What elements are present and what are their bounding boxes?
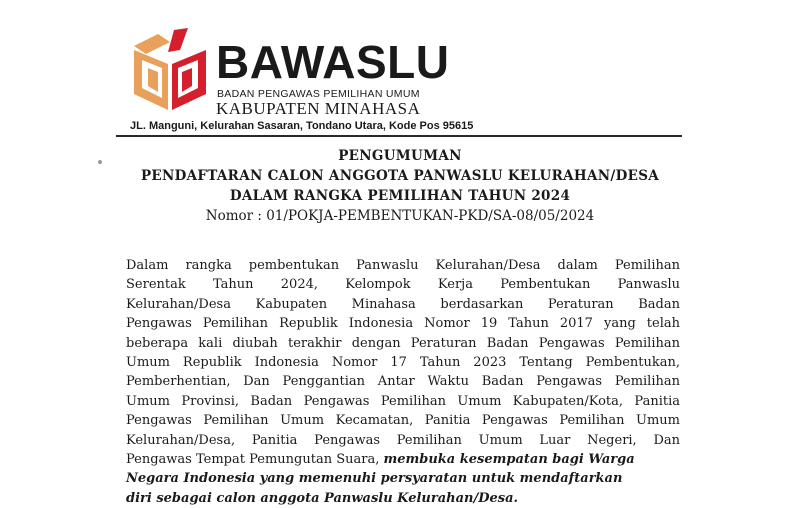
letterhead-divider [116,135,682,137]
logo-box-top [134,34,170,54]
address: JL. Manguni, Kelurahan Sasaran, Tondano Utara, Kode Pos 95615 [130,120,474,132]
org-subtitle: BADAN PENGAWAS PEMILIHAN UMUM [217,88,420,100]
body-line: Umum Provinsi, Badan Pengawas Pemilihan Umum Kabupaten/Kota, Panitia [126,393,680,409]
org-region: KABUPATEN MINAHASA [216,99,421,118]
announcement-title-line2: DALAM RANGKA PEMILIHAN TAHUN 2024 [229,188,571,204]
org-name: BAWASLU [216,36,450,88]
body-line-emphasis: Negara Indonesia yang memenuhi persyaratan untuk mendaftarkan [126,471,623,487]
body-line: Pengawas Pemilihan Umum Kecamatan, Panitia Pengawas Pemilihan Umum [126,413,680,429]
body-line: Kelurahan/Desa, Panitia Pengawas Pemilihan Umum Luar Negeri, Dan [126,432,680,448]
announcement-label: PENGUMUMAN [338,148,462,164]
announcement-number: Nomor : 01/POKJA-PEMBENTUKAN-PKD/SA-08/05/2024 [205,208,595,224]
logo-ballot-slip [168,28,188,52]
body-line: Pemberhentian, Dan Penggantian Antar Waktu Badan Pengawas Pemilihan [126,374,680,390]
letterhead [0,0,800,140]
body-line-plain: Pengawas Tempat Pemungutan Suara, [126,451,384,467]
body-line [126,450,680,469]
body-line-emphasis: diri sebagai calon anggota Panwaslu Kelurahan/Desa. [126,490,519,506]
announcement-title-line1: PENDAFTARAN CALON ANGGOTA PANWASLU KELURAHAN/DESA [140,168,660,184]
bawaslu-logo [128,28,212,116]
body-line: Serentak Tahun 2024, Kelompok Kerja Pembentukan Panwaslu [126,277,680,293]
body-line: Pengawas Pemilihan Republik Indonesia Nomor 19 Tahun 2017 yang telah [126,316,680,332]
body-line: Umum Republik Indonesia Nomor 17 Tahun 2023 Tentang Pembentukan, [126,354,680,370]
body-line: Dalam rangka pembentukan Panwaslu Kelurahan/Desa dalam Pemilihan [126,258,680,273]
body-line: beberapa kali diubah terakhir dengan Peraturan Badan Pengawas Pemilihan [126,335,680,351]
body-paragraph [126,256,680,508]
body-line: Kelurahan/Desa Kabupaten Minahasa berdasarkan Peraturan Badan [126,296,680,312]
body-line-emphasis: membuka kesempatan bagi Warga [383,451,635,467]
